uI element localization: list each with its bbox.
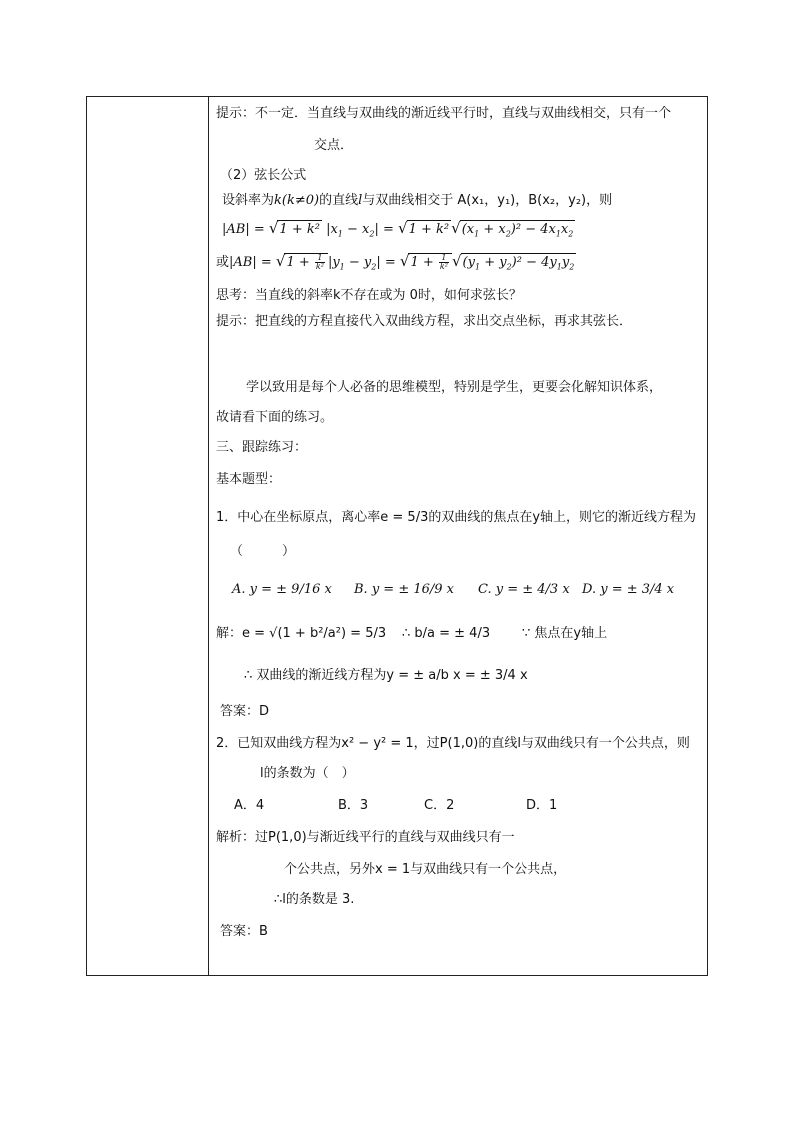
answer-1: 答案：D xyxy=(220,704,270,719)
basic-types: 基本题型： xyxy=(216,472,282,487)
solution-1-d: ∴ 双曲线的渐近线方程为y = ± a/b x = ± 3/4 x xyxy=(244,668,528,683)
q2-option-d: D．1 xyxy=(526,798,558,813)
left-column xyxy=(87,97,209,975)
document-table xyxy=(86,96,708,976)
paragraph-1: 学以致用是每个人必备的思维模型，特别是学生，更要会化解知识体系， xyxy=(246,380,663,395)
q1-option-c: C. y = ± 4/3 x xyxy=(478,582,570,597)
chord-formula-x xyxy=(222,219,575,244)
chord-formula-y xyxy=(216,252,576,277)
solution-1-c: ∵ 焦点在y轴上 xyxy=(522,626,608,641)
setup-k: k(k≠0) xyxy=(274,193,320,208)
q1-option-a: A. y = ± 9/16 x xyxy=(232,582,332,597)
q1-option-d: D. y = ± 3/4 x xyxy=(582,582,675,597)
section-chord-length: （2）弦长公式 xyxy=(220,168,307,183)
hint-1: 提示：不一定．当直线与双曲线的渐近线平行时，直线与双曲线相交，只有一个 xyxy=(216,106,672,121)
q2-option-c: C．2 xyxy=(424,798,455,813)
think-question: 思考：当直线的斜率k不存在或为 0时，如何求弦长？ xyxy=(216,288,522,303)
paragraph-1-cont: 故请看下面的练习。 xyxy=(216,410,334,425)
setup-line xyxy=(222,192,612,210)
section-practice: 三、跟踪练习： xyxy=(216,440,308,455)
solution-1-b: ∴ b/a = ± 4/3 xyxy=(402,626,491,641)
formula-y-visual: 或|AB| = √1 + $\frac{1}{\text{k²}}$ $|y_1 - y_2| = √1$ + $\frac{1}{\text{k²}}$ $√(y_1 + y_2)^2 - 4y_1y_2$ xyxy=(216,255,576,270)
question-2: 2．已知双曲线方程为x² − y² = 1，过P(1,0)的直线l与双曲线只有一个公共点，则 xyxy=(216,736,690,751)
hint-2: 提示：把直线的方程直接代入双曲线方程，求出交点坐标，再求其弦长． xyxy=(216,314,633,329)
setup-l: l xyxy=(358,193,363,208)
question-1-paren: （ ） xyxy=(230,544,296,559)
q1-option-b: B. y = ± 16/9 x xyxy=(354,582,455,597)
formula-x-visual: |AB| = √1 + k² $|x_1 - x_2| = √1 + k^2$ $√(x_1 + x_2)^2 - 4x_1x_2$ xyxy=(222,222,575,237)
setup-rest: 与双曲线相交于 A(x₁，y₁)，B(x₂，y₂)，则 xyxy=(362,193,613,208)
solution-2-c: ∴l的条数是 3. xyxy=(274,892,355,907)
q2-option-a: A．4 xyxy=(234,798,265,813)
setup-text: 设斜率为 xyxy=(222,193,275,208)
question-2-cont: l的条数为（ ） xyxy=(260,766,355,781)
q2-option-b: B．3 xyxy=(338,798,369,813)
hint-1-cont: 交点． xyxy=(314,138,354,153)
solution-2-b: 个公共点，另外x = 1与双曲线只有一个公共点， xyxy=(284,862,567,877)
question-1: 1．中心在坐标原点，离心率e = 5/3的双曲线的焦点在y轴上，则它的渐近线方程为 xyxy=(216,510,697,525)
solution-1-a: 解：e = √(1 + b²/a²) = 5/3 xyxy=(216,626,387,641)
solution-2-a: 解析：过P(1,0)与渐近线平行的直线与双曲线只有一 xyxy=(216,830,515,845)
setup-mid: 的直线 xyxy=(319,193,359,208)
answer-2: 答案：B xyxy=(220,924,268,939)
